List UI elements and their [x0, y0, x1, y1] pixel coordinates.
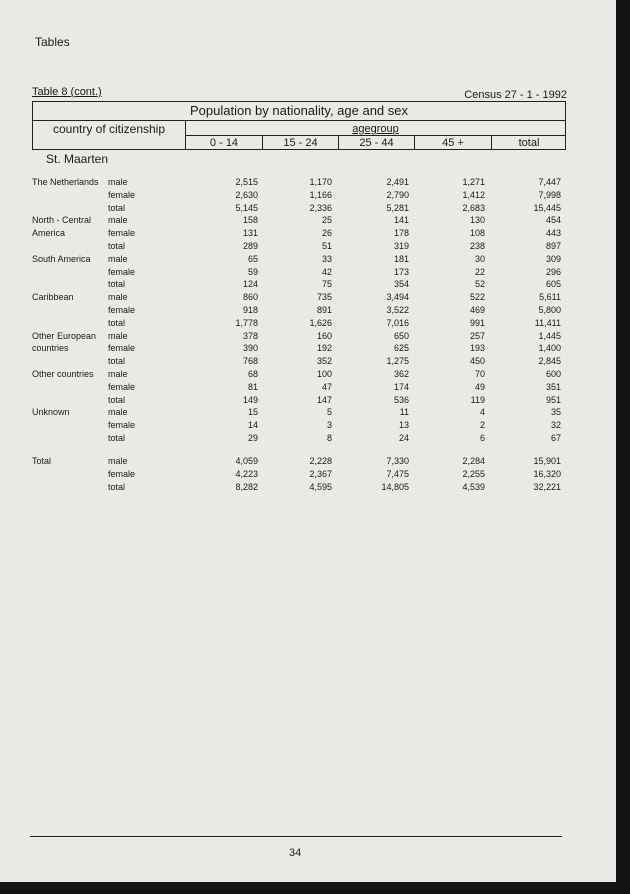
table-header — [32, 101, 566, 150]
value-cell: 3,494 — [386, 292, 409, 303]
value-cell: 1,166 — [309, 189, 332, 200]
table-row — [0, 406, 616, 419]
value-cell: 319 — [393, 241, 409, 251]
sex-label: total — [108, 202, 126, 213]
value-cell: 192 — [316, 343, 332, 354]
value-cell: 6 — [479, 433, 485, 443]
value-cell: 52 — [474, 279, 485, 290]
sex-label: male — [108, 369, 128, 379]
table-row — [0, 266, 616, 279]
sex-label: female — [108, 266, 136, 277]
sex-label: male — [108, 215, 128, 226]
country-name: North - Central — [32, 215, 92, 226]
section-heading: Tables — [35, 35, 70, 49]
value-cell: 5 — [326, 407, 332, 418]
table-row — [0, 304, 616, 317]
value-cell: 7,016 — [386, 317, 409, 328]
value-cell: 1,271 — [462, 177, 485, 187]
value-cell: 296 — [545, 266, 561, 277]
table-number: Table 8 (cont.) — [32, 86, 102, 98]
value-cell: 238 — [469, 241, 485, 251]
value-cell: 522 — [469, 292, 485, 303]
value-cell: 289 — [242, 241, 258, 251]
value-cell: 22 — [474, 266, 485, 277]
value-cell: 309 — [545, 253, 561, 264]
table-row — [0, 291, 616, 304]
agegroup-header: agegroup — [186, 121, 565, 136]
value-cell: 147 — [316, 394, 332, 405]
country-name: Other European — [32, 330, 97, 341]
value-cell: 5,281 — [386, 202, 409, 213]
sex-label: total — [108, 433, 126, 443]
value-cell: 2,491 — [386, 177, 409, 187]
value-cell: 149 — [242, 394, 258, 405]
value-cell: 7,447 — [538, 177, 561, 187]
value-cell: 1,170 — [309, 177, 332, 187]
value-cell: 605 — [545, 279, 561, 290]
value-cell: 3 — [326, 420, 332, 431]
value-cell: 24 — [398, 433, 409, 443]
value-cell: 178 — [393, 228, 409, 239]
value-cell: 100 — [316, 369, 332, 379]
table-row — [0, 317, 616, 330]
value-cell: 173 — [393, 266, 409, 277]
column-header: 25 - 44 — [339, 136, 415, 150]
value-cell: 390 — [242, 343, 258, 354]
sex-label: total — [108, 241, 126, 251]
value-cell: 600 — [545, 369, 561, 379]
table-row — [0, 214, 616, 227]
sex-label: male — [108, 407, 128, 418]
table-row — [0, 189, 616, 202]
sex-label: male — [108, 292, 128, 303]
table-row — [0, 432, 616, 445]
value-cell: 160 — [316, 330, 332, 341]
value-cell: 4,059 — [235, 456, 258, 466]
value-cell: 2,630 — [235, 189, 258, 200]
value-cell: 768 — [242, 356, 258, 367]
country-name: Caribbean — [32, 292, 74, 303]
value-cell: 1,778 — [235, 317, 258, 328]
value-cell: 70 — [474, 369, 485, 379]
sex-label: female — [108, 305, 136, 315]
sex-label: total — [108, 356, 126, 367]
value-cell: 67 — [550, 433, 561, 443]
sex-label: female — [108, 343, 136, 354]
value-cell: 15,901 — [533, 456, 561, 466]
value-cell: 4 — [479, 407, 485, 418]
value-cell: 49 — [474, 381, 485, 392]
country-name: The Netherlands — [32, 177, 99, 187]
table-row — [0, 368, 616, 381]
value-cell: 65 — [247, 253, 258, 264]
value-cell: 378 — [242, 330, 258, 341]
value-cell: 469 — [469, 305, 485, 315]
sex-label: female — [108, 468, 136, 479]
value-cell: 42 — [321, 266, 332, 277]
value-cell: 2,515 — [235, 177, 258, 187]
value-cell: 8,282 — [235, 481, 258, 492]
footer-divider — [30, 836, 562, 837]
value-cell: 75 — [321, 279, 332, 290]
value-cell: 352 — [316, 356, 332, 367]
sex-label: female — [108, 228, 136, 239]
value-cell: 4,223 — [235, 468, 258, 479]
column-header: 15 - 24 — [263, 136, 339, 150]
value-cell: 7,998 — [538, 189, 561, 200]
value-cell: 1,400 — [538, 343, 561, 354]
value-cell: 2,790 — [386, 189, 409, 200]
sex-label: female — [108, 381, 136, 392]
value-cell: 918 — [242, 305, 258, 315]
sex-label: total — [108, 279, 126, 290]
value-cell: 13 — [398, 420, 409, 431]
table-row — [0, 278, 616, 291]
value-cell: 32,221 — [533, 481, 561, 492]
value-cell: 7,330 — [386, 456, 409, 466]
value-cell: 257 — [469, 330, 485, 341]
sex-label: male — [108, 177, 128, 187]
value-cell: 15,445 — [533, 202, 561, 213]
value-cell: 81 — [247, 381, 258, 392]
value-cell: 131 — [242, 228, 258, 239]
census-date: Census 27 - 1 - 1992 — [464, 89, 567, 101]
value-cell: 897 — [545, 241, 561, 251]
country-name: South America — [32, 253, 91, 264]
value-cell: 650 — [393, 330, 409, 341]
column-header: total — [518, 137, 540, 149]
value-cell: 14,805 — [381, 481, 409, 492]
country-name: countries — [32, 343, 69, 354]
table-row — [0, 330, 616, 343]
value-cell: 454 — [545, 215, 561, 226]
value-cell: 174 — [393, 381, 409, 392]
value-cell: 193 — [469, 343, 485, 354]
value-cell: 8 — [326, 433, 332, 443]
value-cell: 130 — [469, 215, 485, 226]
value-cell: 7,475 — [386, 468, 409, 479]
country-name: Total — [32, 456, 52, 466]
value-cell: 351 — [545, 381, 561, 392]
value-cell: 158 — [242, 215, 258, 226]
sex-label: total — [108, 481, 126, 492]
value-cell: 47 — [321, 381, 332, 392]
value-cell: 3,522 — [386, 305, 409, 315]
sex-label: total — [108, 317, 126, 328]
value-cell: 735 — [316, 292, 332, 303]
value-cell: 2,228 — [309, 456, 332, 466]
value-cell: 2 — [479, 420, 485, 431]
sex-label: male — [108, 330, 128, 341]
sex-label: male — [108, 253, 128, 264]
value-cell: 2,284 — [462, 456, 485, 466]
page-number: 34 — [289, 847, 302, 859]
value-cell: 16,320 — [533, 468, 561, 479]
value-cell: 26 — [321, 228, 332, 239]
value-cell: 108 — [469, 228, 485, 239]
table-row — [0, 240, 616, 253]
table-row — [0, 253, 616, 266]
value-cell: 15 — [247, 407, 258, 418]
value-cell: 59 — [247, 266, 258, 277]
value-cell: 51 — [321, 241, 332, 251]
country-name: America — [32, 228, 66, 239]
table-title: Population by nationality, age and sex — [33, 102, 565, 121]
value-cell: 124 — [242, 279, 258, 290]
value-cell: 25 — [321, 215, 332, 226]
value-cell: 181 — [393, 253, 409, 264]
table-row — [0, 394, 616, 407]
country-header: country of citizenship — [33, 121, 186, 149]
value-cell: 4,539 — [462, 481, 485, 492]
sex-label: female — [108, 420, 136, 431]
sex-label: male — [108, 456, 128, 466]
country-name: Unknown — [32, 407, 70, 418]
value-cell: 2,255 — [462, 468, 485, 479]
value-cell: 33 — [321, 253, 332, 264]
table-row — [0, 227, 616, 240]
value-cell: 29 — [247, 433, 258, 443]
value-cell: 860 — [242, 292, 258, 303]
value-cell: 30 — [474, 253, 485, 264]
table-row — [0, 381, 616, 394]
value-cell: 119 — [470, 394, 485, 405]
value-cell: 891 — [316, 305, 332, 315]
region-label: St. Maarten — [46, 152, 109, 166]
value-cell: 450 — [469, 356, 485, 367]
table-row — [0, 455, 616, 468]
table-row — [0, 419, 616, 432]
value-cell: 1,275 — [386, 356, 409, 367]
value-cell: 951 — [545, 394, 561, 405]
value-cell: 2,845 — [538, 356, 561, 367]
value-cell: 14 — [247, 420, 258, 431]
table-row — [0, 355, 616, 368]
column-header: 45 + — [415, 136, 492, 150]
value-cell: 1,445 — [538, 330, 561, 341]
value-cell: 68 — [247, 369, 258, 379]
value-cell: 141 — [393, 215, 409, 226]
value-cell: 35 — [550, 407, 561, 418]
value-cell: 362 — [393, 369, 409, 379]
value-cell: 4,595 — [309, 481, 332, 492]
sex-label: female — [108, 189, 136, 200]
table-row — [0, 176, 616, 189]
value-cell: 1,412 — [462, 189, 485, 200]
value-cell: 5,800 — [538, 305, 561, 315]
column-header: 0 - 14 — [186, 136, 263, 150]
value-cell: 991 — [469, 317, 485, 328]
table-row — [0, 342, 616, 355]
table-row — [0, 481, 616, 494]
value-cell: 354 — [393, 279, 409, 290]
country-name: Other countries — [32, 369, 94, 379]
value-cell: 1,626 — [309, 317, 332, 328]
value-cell: 5,145 — [235, 202, 258, 213]
value-cell: 11,411 — [534, 317, 561, 328]
value-cell: 11 — [399, 407, 409, 418]
table-row — [0, 468, 616, 481]
value-cell: 32 — [550, 420, 561, 431]
value-cell: 2,683 — [462, 202, 485, 213]
value-cell: 2,367 — [309, 468, 332, 479]
value-cell: 536 — [393, 394, 409, 405]
value-cell: 443 — [545, 228, 561, 239]
value-cell: 625 — [393, 343, 409, 354]
sex-label: total — [108, 394, 126, 405]
value-cell: 2,336 — [309, 202, 332, 213]
table-row — [0, 202, 616, 215]
value-cell: 5,611 — [539, 292, 561, 303]
